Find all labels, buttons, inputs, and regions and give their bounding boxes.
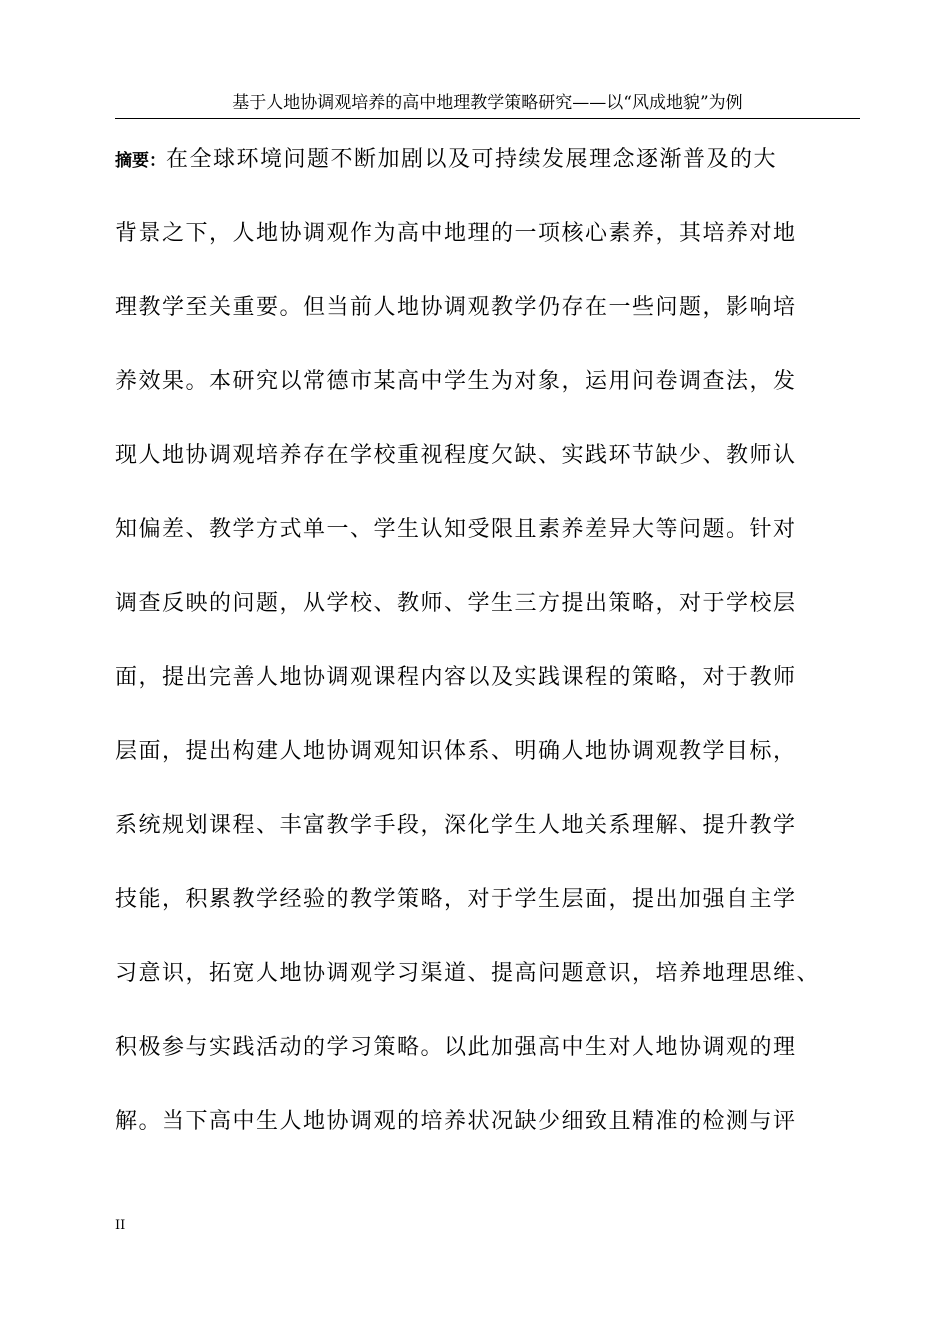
abstract-line-7: 调查反映的问题，从学校、教师、学生三方提出策略，对于学校层 — [115, 591, 797, 616]
abstract-line-6: 知偏差、教学方式单一、学生认知受限且素养差异大等问题。针对 — [115, 517, 797, 542]
abstract-line-13: 积极参与实践活动的学习策略。以此加强高中生对人地协调观的理 — [115, 1035, 797, 1060]
abstract-label: 摘要： — [115, 151, 166, 171]
abstract-line-4: 养效果。本研究以常德市某高中学生为对象，运用问卷调查法，发 — [115, 369, 797, 394]
abstract-line-12: 习意识，拓宽人地协调观学习渠道、提高问题意识，培养地理思维、 — [115, 961, 821, 986]
abstract-line-8: 面，提出完善人地协调观课程内容以及实践课程的策略，对于教师 — [115, 665, 797, 690]
running-header: 基于人地协调观培养的高中地理教学策略研究——以“风成地貌”为例 — [232, 93, 743, 113]
abstract-line-14: 解。当下高中生人地协调观的培养状况缺少细致且精准的检测与评 — [115, 1109, 797, 1134]
abstract-line-11: 技能，积累教学经验的教学策略，对于学生层面，提出加强自主学 — [115, 887, 797, 912]
abstract-line-10: 系统规划课程、丰富教学手段，深化学生人地关系理解、提升教学 — [115, 813, 797, 838]
abstract-line-1 — [115, 145, 777, 176]
header-divider — [115, 118, 860, 119]
abstract-line-9: 层面，提出构建人地协调观知识体系、明确人地协调观教学目标， — [115, 739, 797, 764]
abstract-line-5: 现人地协调观培养存在学校重视程度欠缺、实践环节缺少、教师认 — [115, 443, 797, 468]
page-number: II — [115, 1218, 126, 1233]
abstract-line-3: 理教学至关重要。但当前人地协调观教学仍存在一些问题，影响培 — [115, 295, 797, 320]
abstract-text: 在全球环境问题不断加剧以及可持续发展理念逐渐普及的大 — [166, 147, 778, 172]
abstract-line-2: 背景之下，人地协调观作为高中地理的一项核心素养，其培养对地 — [115, 221, 797, 246]
